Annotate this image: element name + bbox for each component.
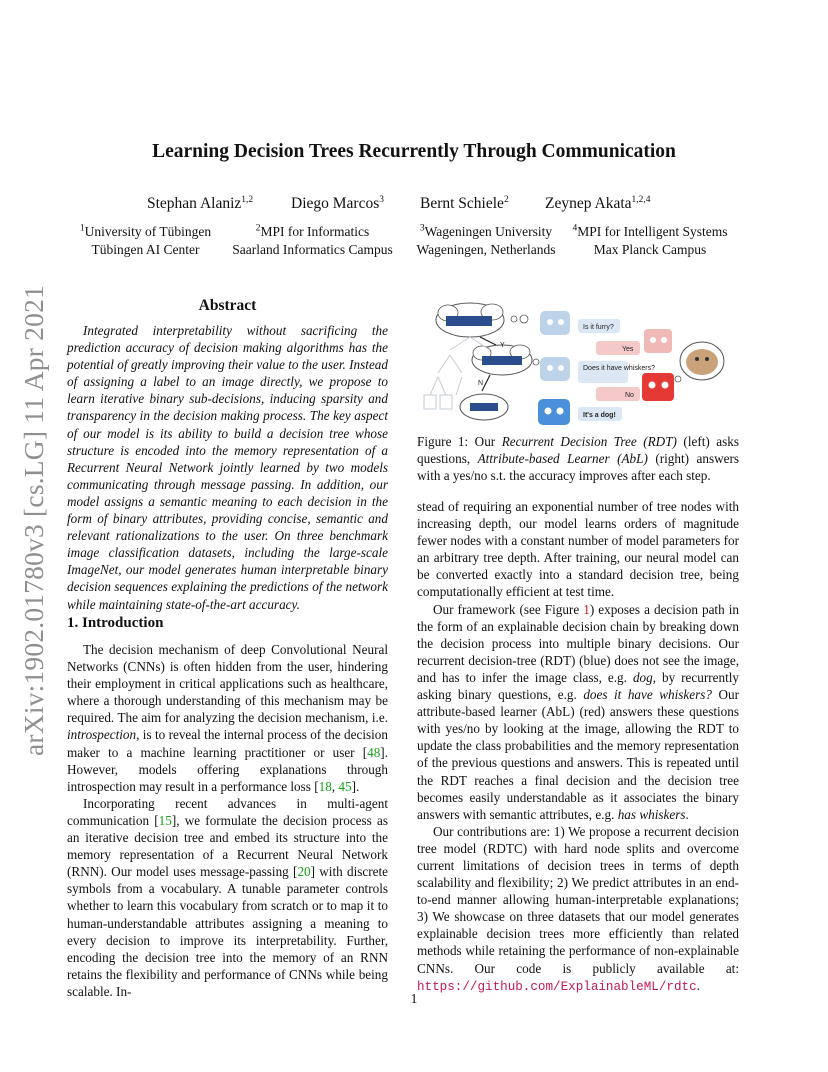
thought-cloud-icon — [472, 345, 532, 375]
right-paragraph-2: Our framework (see Figure 1) exposes a decision path in the form of an explainable decision chain by breaking down the decision process into multiple binary decisions. Our recurrent decision-tree (RDT) (blue) does not see the image, and has to infer the image class, e.g. dog, by recurrently asking binary questions, e.g. does it have whiskers? Our attribute-based learner (AbL) (red) answers these questions with yes/no by looking at the image, allowing the RDT to update the class probabilities and the memory representation of the previous questions and answers. This is repeated until the RDT reaches a final decision and the decision tree becomes easily understandable as it associates the binary answers with semantic attributes, e.g. has whiskers. — [417, 601, 740, 822]
figure-illustration — [420, 295, 740, 433]
svg-text:It's a dog!: It's a dog! — [583, 412, 616, 419]
abstract-heading: Abstract — [198, 297, 257, 314]
abstract-paragraph: Integrated interpretability without sacrificing the prediction accuracy of decision making algorithms has the potential of greatly improving their value to the user. Instead of assigning a label to an image directly, we propose to learn iterative binary sub-decisions, inducing sparsity and transparency in the decision making process. The key aspect of our model is its ability to build a decision tree whose structure is encoded into the memory representation of a Recurrent Neural Network jointly learned by two models communicating through message passing. In addition, our model assigns a semantic meaning to each decision in the form of binary attributes, providing concise, semantic and relevant rationalizations to the user. On three benchmark image classification datasets, including the large-scale ImageNet, our model generates human interpretable binary decision sequences explaining the predictions of the network while maintaining state-of-the-art accuracy. — [67, 323, 388, 612]
page-number: 1 — [410, 991, 418, 1006]
author-3: Bernt Schiele$^2$ — [420, 194, 509, 212]
question-bubble — [578, 319, 620, 333]
code-repository-link[interactable]: https://github.com/ExplainableML/rdtc — [417, 979, 697, 994]
intro-paragraph-2: Incorporating recent advances in multi-agent communication [15], we formulate the decision process as an iterative decision tree and embed its structure into the memory representation of a Recurrent Neural Network (RNN). Our model uses message-passing [20] with discrete symbols from a vocabulary. A tunable parameter controls whether to learn this vocabulary from scratch or to map it to human-understandable attributes assigning a meaning to every decision to improve its interpretability. Further, encoding the decision tree into the memory of an RNN retains the flexibility and performance of CNNs while being scalable. In- — [67, 795, 388, 999]
red-robot-icon — [642, 373, 674, 401]
answer-bubble — [596, 387, 640, 401]
author-4: Zeynep Akata$^{1,2,4}$ — [545, 194, 651, 212]
citation-link[interactable]: 15 — [158, 812, 172, 828]
citation-link[interactable]: 20 — [297, 864, 311, 880]
blue-robot-icon — [538, 399, 570, 425]
right-paragraph-3: Our contributions are: 1) We propose a recurrent decision tree model (RDTC) with hard node splits and overcome current limitations of decision trees in terms of depth scalability and flexibility; 2) We predict attributes in an end-to-end manner allowing human-interpretable explanations; 3) We showcase on three datasets that our model generates explainable decision trees more efficiently than related methods while retaining the performance of non-explainable CNNs. Our code is publicly available at: https://github.com/ExplainableML/rdtc. — [417, 823, 739, 994]
decision-arrow — [482, 375, 490, 391]
affiliation-2: $^2$MPI for Informatics Saarland Informatics Campus — [232, 223, 393, 257]
right-paragraph-1: stead of requiring an exponential number of tree nodes with increasing depth, our model learns orders of magnitude fewer nodes with a constant number of model parameters for an arbitrary tree depth. After training, our neural model can be converted exactly into a standard decision tree, being computationally efficient at test time. — [417, 499, 739, 600]
citation-link[interactable]: 45 — [338, 778, 352, 794]
author-2: Diego Marcos$^3$ — [291, 194, 384, 212]
no-branch-label: N — [478, 380, 484, 387]
paper-title: Learning Decision Trees Recurrently Through Communication — [152, 141, 676, 162]
final-answer-bubble — [578, 407, 622, 421]
svg-text:Does it have whiskers?: Does it have whiskers? — [583, 365, 655, 372]
svg-text:No: No — [625, 392, 634, 399]
arxiv-identifier[interactable]: arXiv:1902.01780v3 [cs.LG] 11 Apr 2021 — [18, 285, 49, 756]
decision-arrow — [480, 337, 496, 345]
red-robot-icon — [644, 329, 672, 353]
affiliation-4: $^4$MPI for Intelligent Systems Max Planck Campus — [572, 223, 728, 257]
thought-cloud-icon — [436, 303, 504, 337]
blue-robot-icon — [540, 357, 570, 381]
svg-text:Yes: Yes — [622, 346, 634, 353]
citation-link[interactable]: 18 — [318, 778, 332, 794]
abstract-body — [67, 322, 388, 613]
svg-text:Is it furry?: Is it furry? — [583, 324, 614, 331]
figure-1 — [420, 295, 740, 433]
introduction-heading: 1. Introduction — [67, 615, 164, 631]
affiliation-3: $^3$Wageningen University Wageningen, Netherlands — [416, 223, 556, 257]
dog-photo-icon — [675, 342, 724, 382]
answer-bubble — [596, 341, 640, 355]
figure-reference-link[interactable]: 1 — [583, 601, 590, 617]
right-column-body — [417, 498, 739, 996]
introduction-body — [67, 641, 388, 1000]
author-1: Stephan Alaniz$^{1,2}$ — [147, 194, 254, 212]
figure-1-caption: Figure 1: Our Recurrent Decision Tree (RDT) (left) asks questions, Attribute-based Learner (AbL) (right) answers with a yes/no s.t. the accuracy improves after each step. — [417, 434, 740, 483]
yes-branch-label: Y — [500, 342, 505, 349]
citation-link[interactable]: 48 — [367, 744, 381, 760]
intro-paragraph-1: The decision mechanism of deep Convolutional Neural Networks (CNNs) is often hidden from the user, hindering their employment in critical applications such as healthcare, where a thorough understanding of this mechanism may be required. The aim for analyzing the decision mechanism, i.e. introspection, is to reveal the internal process of the decision maker to a machine learning practitioner or user [48]. However, models offering explanations through introspection may result in a performance loss [18, 45]. — [67, 642, 388, 794]
thought-cloud-icon — [460, 394, 508, 420]
blue-robot-icon — [540, 311, 570, 335]
affiliation-1: $^1$University of Tübingen Tübingen AI Center — [79, 223, 212, 257]
